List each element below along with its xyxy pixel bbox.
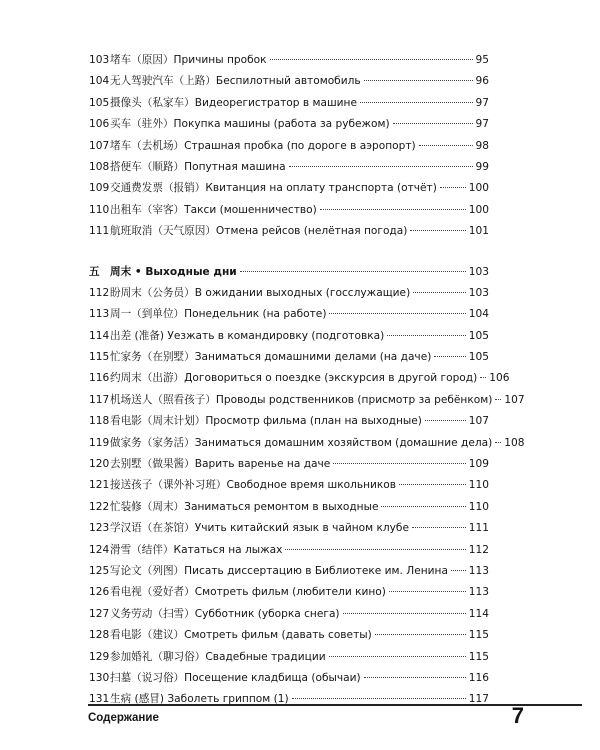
dot-leader: [412, 527, 466, 528]
dot-leader: [440, 187, 466, 188]
entry-page: 114: [468, 607, 489, 620]
entry-title: 忙装修（周末）Заниматься ремонтом в выходные: [110, 500, 379, 513]
toc-entry[interactable]: [89, 475, 489, 496]
toc-entry[interactable]: [89, 668, 489, 689]
entry-title: 盼周末（公务员）В ожидании выходных (госслужащие): [110, 286, 411, 299]
dot-leader: [292, 698, 466, 699]
section-number: 五: [89, 265, 100, 278]
dot-leader: [270, 59, 473, 60]
toc-entry[interactable]: [89, 200, 489, 221]
entry-number: 125: [89, 564, 110, 577]
dot-leader: [289, 166, 473, 167]
entry-title: 做家务（家务活）Заниматься домашним хозяйством (домашние дела): [110, 436, 493, 449]
entry-number: 111: [89, 225, 110, 238]
entry-title: 出租车（宰客）Такси (мошенничество): [110, 203, 317, 216]
entry-page: 97: [475, 96, 489, 109]
entry-page: 100: [468, 203, 489, 216]
entry-title: 机场送人（照看孩子）Проводы родственников (присмотр за ребёнком): [110, 393, 493, 406]
entry-title: 航班取消（天气原因）Отмена рейсов (нелётная погода): [110, 225, 408, 238]
entry-page: 105: [468, 329, 489, 342]
entry-page: 101: [468, 225, 489, 238]
entry-number: 107: [89, 139, 110, 152]
entry-title: 滑雪（结伴）Кататься на лыжах: [110, 543, 283, 556]
entry-number: 127: [89, 607, 110, 620]
entry-number: 128: [89, 629, 110, 642]
entry-title: 生病 (感冒) Заболеть гриппом (1): [110, 693, 289, 706]
entry-page: 111: [468, 522, 489, 535]
toc-entry[interactable]: [89, 540, 489, 561]
entry-number: 131: [89, 693, 110, 706]
entry-number: 118: [89, 415, 110, 428]
section-title: 周末 • Выходные дни: [110, 265, 237, 278]
toc-entry[interactable]: [89, 604, 489, 625]
entry-title: 义务劳动（扫雪）Субботник (уборка снега): [110, 607, 340, 620]
dot-leader: [320, 209, 466, 210]
entry-title: 去别墅（做果酱）Варить варенье на даче: [110, 458, 331, 471]
entry-title: 摄像头（私家车）Видеорегистратор в машине: [110, 96, 357, 109]
entry-number: 116: [89, 372, 110, 385]
toc-entry[interactable]: [89, 93, 489, 114]
entry-title: 堵车（原因）Причины пробок: [110, 54, 267, 66]
entry-page: 110: [468, 500, 489, 513]
dot-leader: [343, 613, 466, 614]
toc-entry[interactable]: [89, 283, 489, 304]
entry-page: 95: [475, 54, 489, 66]
entry-title: 约周末（出游）Договориться о поездке (экскурсия в другой город): [110, 372, 478, 385]
toc-entry[interactable]: [89, 50, 489, 71]
entry-page: 117: [468, 693, 489, 706]
entry-page: 116: [468, 671, 489, 684]
table-of-contents: [89, 50, 525, 711]
entry-title: 无人驾驶汽车（上路）Беспилотный автомобиль: [110, 75, 361, 88]
toc-entry[interactable]: [89, 433, 525, 454]
toc-entry[interactable]: [89, 518, 489, 539]
entry-number: 112: [89, 286, 110, 299]
dot-leader: [393, 123, 473, 124]
entry-title: 接送孩子（课外补习班）Свободное время школьников: [110, 479, 397, 492]
entry-page: 112: [468, 543, 489, 556]
entry-page: 105: [468, 351, 489, 364]
entry-number: 106: [89, 118, 110, 131]
entry-page: 104: [468, 308, 489, 321]
dot-leader: [419, 145, 473, 146]
entry-title: 忙家务（在别墅）Заниматься домашними делами (на даче): [110, 351, 432, 364]
entry-page: 107: [468, 415, 489, 428]
entry-number: 122: [89, 500, 110, 513]
toc-entry[interactable]: [89, 647, 489, 668]
toc-group-transport: [89, 50, 489, 243]
dot-leader: [480, 377, 486, 378]
entry-page: 106: [489, 372, 510, 385]
entry-title: 看电影（建议）Смотреть фильм (давать советы): [110, 629, 372, 642]
entry-title: 堵车（去机场）Страшная пробка (по дороге в аэропорт): [110, 139, 416, 152]
toc-entry[interactable]: [89, 561, 489, 582]
toc-entry[interactable]: [89, 114, 489, 135]
entry-number: 121: [89, 479, 110, 492]
entry-title: 看电视（爱好者）Смотреть фильм (любители кино): [110, 586, 386, 599]
dot-leader: [389, 591, 466, 592]
entry-page: 108: [504, 436, 525, 449]
entry-page: 113: [468, 564, 489, 577]
toc-entry[interactable]: [89, 582, 489, 603]
entry-title: 学汉语（在茶馆）Учить китайский язык в чайном клубе: [110, 522, 409, 535]
entry-number: 119: [89, 436, 110, 449]
entry-number: 124: [89, 543, 110, 556]
entry-title: 买车（驻外）Покупка машины (работа за рубежом): [110, 118, 390, 131]
entry-page: 99: [475, 160, 489, 173]
dot-leader: [387, 335, 466, 336]
entry-title: 参加婚礼（聊习俗）Свадебные традиции: [110, 650, 326, 663]
toc-entry[interactable]: [89, 411, 489, 432]
entry-number: 126: [89, 586, 110, 599]
entry-page: 115: [468, 629, 489, 642]
dot-leader: [333, 463, 465, 464]
dot-leader: [364, 80, 473, 81]
dot-leader: [329, 313, 465, 314]
toc-entry[interactable]: [89, 497, 489, 518]
toc-entry[interactable]: [89, 625, 489, 646]
entry-number: 103: [89, 54, 110, 66]
entry-page: 96: [475, 75, 489, 88]
toc-entry[interactable]: [89, 157, 489, 178]
dot-leader: [360, 102, 473, 103]
dot-leader: [329, 656, 466, 657]
toc-entry[interactable]: [89, 390, 525, 411]
toc-entry[interactable]: [89, 454, 489, 475]
entry-title: 看电影（周末计划）Просмотр фильма (план на выходные): [110, 415, 422, 428]
entry-title: 搭便车（顺路）Попутная машина: [110, 160, 286, 173]
toc-entry[interactable]: [89, 221, 489, 242]
toc-entry[interactable]: [89, 347, 489, 368]
toc-entry[interactable]: [89, 178, 489, 199]
dot-leader: [495, 399, 501, 400]
entry-page: 109: [468, 458, 489, 471]
toc-entry[interactable]: [89, 689, 489, 710]
dot-leader: [240, 271, 466, 272]
entry-page: 103: [468, 286, 489, 299]
entry-page: 113: [468, 586, 489, 599]
dot-leader: [495, 442, 501, 443]
section-spacer: [89, 243, 489, 262]
dot-leader: [399, 484, 466, 485]
dot-leader: [413, 292, 466, 293]
entry-page: 98: [475, 139, 489, 152]
toc-section-heading[interactable]: [89, 262, 489, 283]
entry-number: 113: [89, 308, 110, 321]
entry-number: 129: [89, 650, 110, 663]
entry-page: 97: [475, 118, 489, 131]
entry-page: 110: [468, 479, 489, 492]
dot-leader: [375, 634, 466, 635]
entry-number: 123: [89, 522, 110, 535]
toc-entry[interactable]: [89, 326, 489, 347]
entry-number: 110: [89, 203, 110, 216]
dot-leader: [434, 356, 465, 357]
entry-number: 104: [89, 75, 110, 88]
footer-title: Содержание: [88, 712, 159, 724]
footer-divider: [88, 704, 582, 706]
toc-entry[interactable]: [89, 304, 489, 325]
dot-leader: [451, 570, 466, 571]
entry-page: 107: [504, 393, 525, 406]
entry-number: 115: [89, 351, 110, 364]
entry-number: 130: [89, 671, 110, 684]
entry-title: 扫墓（说习俗）Посещение кладбища (обычаи): [110, 671, 361, 684]
toc-entry[interactable]: [89, 368, 510, 389]
dot-leader: [285, 549, 465, 550]
toc-group-weekend: [89, 283, 525, 711]
entry-title: 写论文（列图）Писать диссертацию в Библиотеке им. Ленина: [110, 564, 448, 577]
entry-title: 出差 (准备) Уезжать в командировку (подготовка): [110, 329, 385, 342]
entry-number: 114: [89, 329, 110, 342]
entry-page: 115: [468, 650, 489, 663]
dot-leader: [425, 420, 466, 421]
entry-number: 108: [89, 160, 110, 173]
entry-title: 周一（到单位）Понедельник (на работе): [110, 308, 327, 321]
page-number: 7: [511, 703, 524, 728]
entry-number: 109: [89, 182, 110, 195]
entry-page: 100: [468, 182, 489, 195]
dot-leader: [364, 677, 466, 678]
dot-leader: [381, 506, 465, 507]
toc-entry[interactable]: [89, 71, 489, 92]
dot-leader: [410, 230, 465, 231]
entry-number: 105: [89, 96, 110, 109]
entry-number: 117: [89, 393, 110, 406]
entry-number: 120: [89, 458, 110, 471]
section-page: 103: [468, 265, 489, 278]
toc-entry[interactable]: [89, 136, 489, 157]
entry-title: 交通费发票（报销）Квитанция на оплату транспорта (отчёт): [110, 182, 437, 195]
